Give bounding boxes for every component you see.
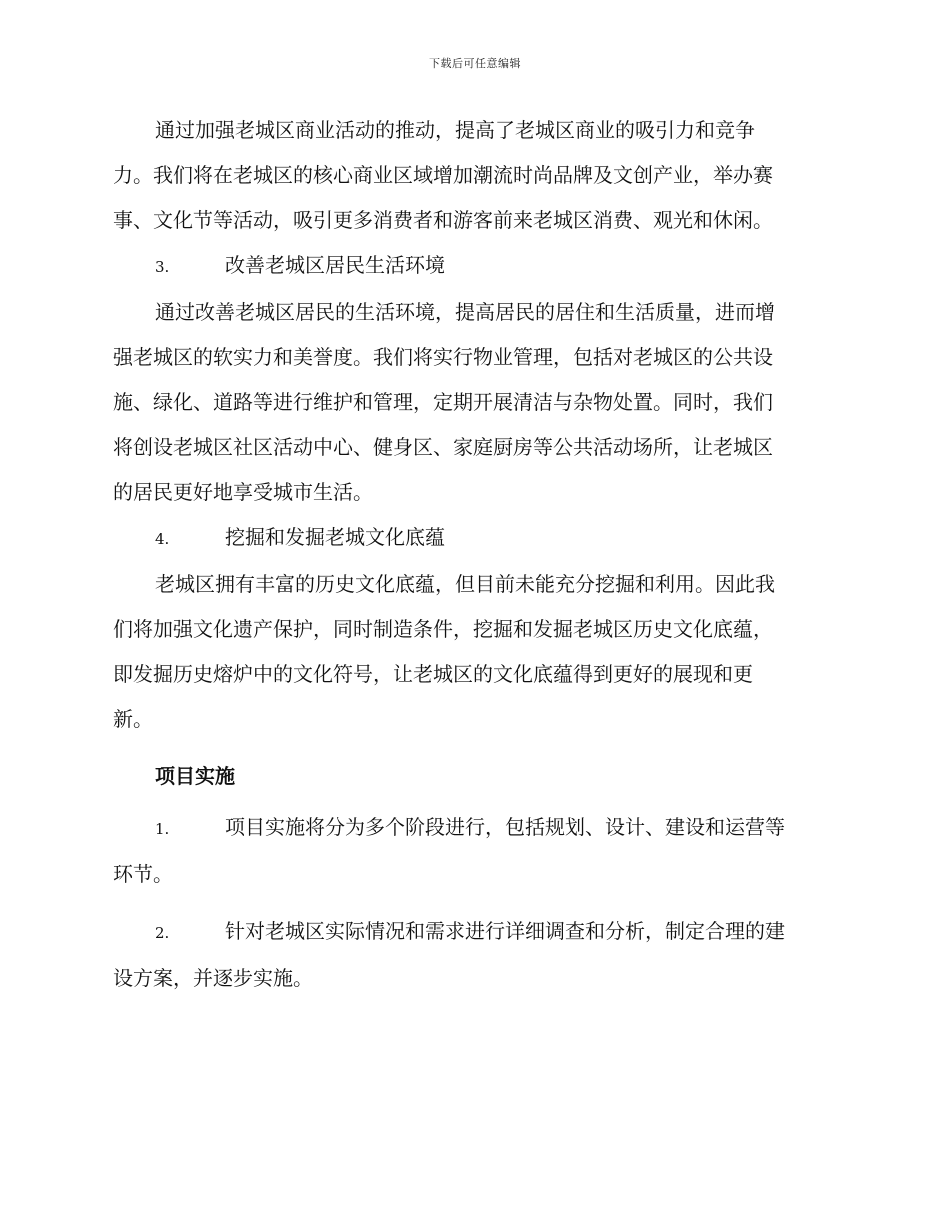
- paragraph-line: 们将加强文化遗产保护，同时制造条件，挖掘和发掘老城区历史文化底蕴，: [113, 617, 773, 641]
- list-item-3: [113, 243, 835, 290]
- paragraph-line: 事、文化节等活动，吸引更多消费者和游客前来老城区消费、观光和休闲。: [113, 208, 773, 232]
- list-item-text-continued: 设方案，并逐步实施。: [113, 966, 313, 990]
- paragraph-culture: [113, 562, 835, 742]
- paragraph-line: 的居民更好地享受城市生活。: [113, 480, 373, 504]
- list-item-number: 4.: [155, 530, 170, 548]
- list-item-text: 针对老城区实际情况和需求进行详细调查和分析，制定合理的建: [225, 919, 785, 943]
- list-item-text-continued: 环节。: [113, 862, 173, 886]
- paragraph-line: 即发掘历史熔炉中的文化符号，让老城区的文化底蕴得到更好的展现和更: [113, 662, 753, 686]
- list-item-text: 挖掘和发掘老城文化底蕴: [225, 525, 445, 549]
- list-item-impl-2: [113, 909, 835, 1001]
- paragraph-line: 将创设老城区社区活动中心、健身区、家庭厨房等公共活动场所，让老城区: [113, 435, 773, 459]
- paragraph-line: 通过改善老城区居民的生活环境，提高居民的居住和生活质量，进而增: [155, 300, 775, 324]
- paragraph-line: 老城区拥有丰富的历史文化底蕴，但目前未能充分挖掘和利用。因此我: [155, 572, 775, 596]
- list-item-number: 2.: [155, 924, 170, 942]
- paragraph-line: 新。: [113, 707, 153, 731]
- list-item-text: 改善老城区居民生活环境: [225, 253, 445, 277]
- paragraph-line: 强老城区的软实力和美誉度。我们将实行物业管理，包括对老城区的公共设: [113, 345, 773, 369]
- list-item-number: 1.: [155, 820, 170, 838]
- document-body: [113, 108, 835, 1001]
- list-item-4: [113, 515, 835, 562]
- list-item-number: 3.: [155, 258, 170, 276]
- paragraph-line: 通过加强老城区商业活动的推动，提高了老城区商业的吸引力和竞争: [155, 118, 755, 142]
- page-header: 下载后可任意编辑: [429, 57, 521, 70]
- paragraph-commerce: [113, 108, 835, 243]
- paragraph-living-environment: [113, 290, 835, 515]
- list-item-impl-1: [113, 805, 835, 897]
- list-item-text: 项目实施将分为多个阶段进行，包括规划、设计、建设和运营等: [225, 815, 785, 839]
- paragraph-line: 力。我们将在老城区的核心商业区域增加潮流时尚品牌及文创产业，举办赛: [113, 163, 773, 187]
- paragraph-line: 施、绿化、道路等进行维护和管理，定期开展清洁与杂物处置。同时，我们: [113, 390, 773, 414]
- section-heading: 项目实施: [155, 764, 235, 788]
